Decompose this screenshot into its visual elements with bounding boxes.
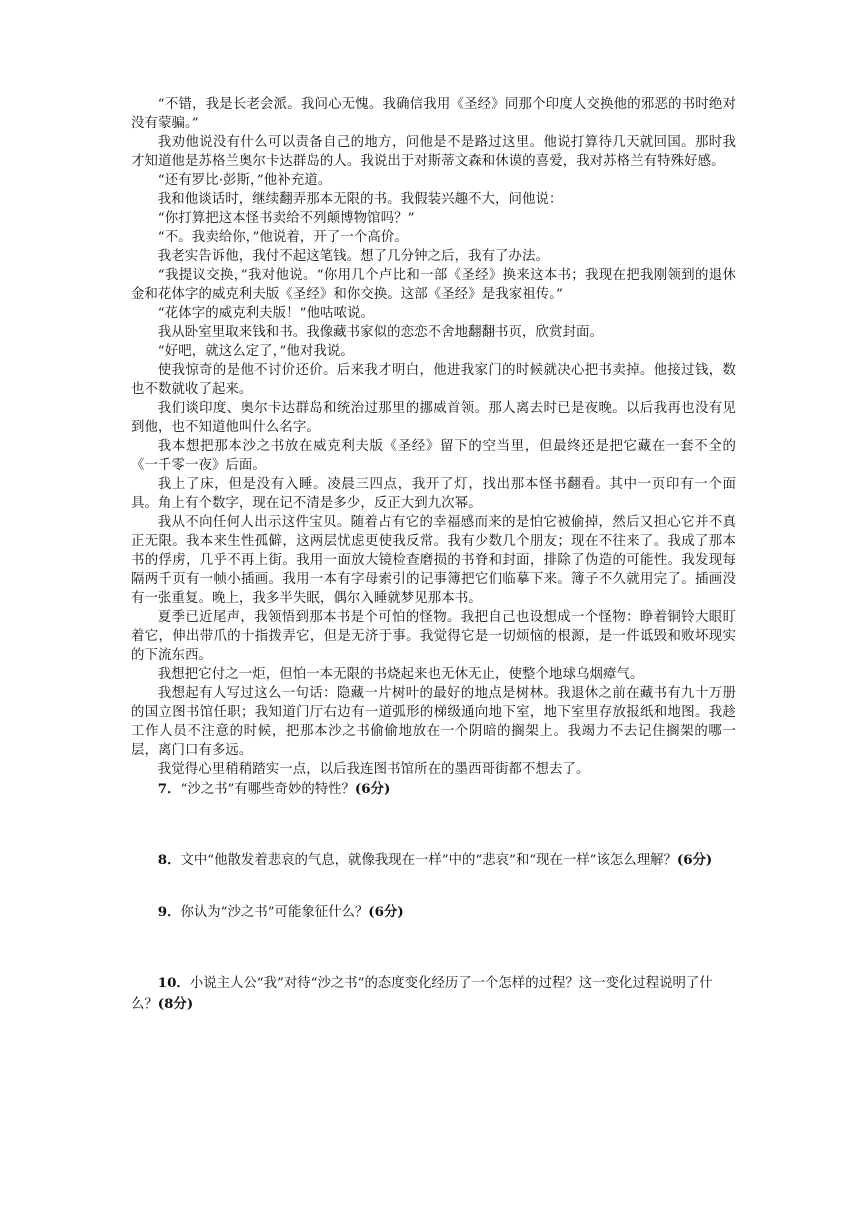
paragraph: 我上了床，但是没有入睡。凌晨三四点，我开了灯，找出那本怪书翻看。其中一页印有一个面具。角上有个数字，现在记不清是多少，反正大到九次幂。: [131, 477, 736, 511]
question-text: 文中“他散发着悲哀的气息，就像我现在一样”中的“悲哀”和“现在一样”该怎么理解？: [180, 853, 677, 868]
paragraph: 我觉得心里稍稍踏实一点，以后我连图书馆所在的墨西哥街都不想去了。: [157, 762, 590, 777]
paragraph: 我想把它付之一炬，但怕一本无限的书烧起来也无休无止，使整个地球乌烟瘴气。: [157, 667, 644, 682]
paragraph: 我劝他说没有什么可以责备自己的地方，问他是不是路过这里。他说打算待几天就回国。那时我才知道他是苏格兰奥尔卡达群岛的人。我说出于对斯蒂文森和休谟的喜爱，我对苏格兰有特殊好感。: [131, 135, 736, 169]
question-number: 10．: [157, 975, 190, 991]
paragraph: 我想起有人写过这么一句话：隐藏一片树叶的最好的地点是树林。我退休之前在藏书有九十万册的国立图书馆任职；我知道门厅右边有一道弧形的梯级通向地下室，地下室里存放报纸和地图。我趁工作人员不注意的时候，把那本沙之书偷偷地放在一个阴暗的搁架上。我竭力不去记住搁架的哪一层，离门口有多远。: [131, 686, 736, 758]
paragraph: “我提议交换，”我对他说。“你用几个卢比和一部《圣经》换来这本书；我现在把我刚领到的退休金和花体字的威克利夫版《圣经》和你交换。这部《圣经》是我家祖传。”: [131, 268, 736, 302]
paragraph: 我本想把那本沙之书放在威克利夫版《圣经》留下的空当里，但最终还是把它藏在一套不全的《一千零一夜》后面。: [131, 439, 736, 473]
question-number: 8．: [157, 852, 181, 868]
question-number: 7．: [157, 781, 181, 797]
question-score: (8分): [157, 996, 194, 1012]
question-7: [131, 779, 736, 800]
question-text: 小说主人公“我”对待“沙之书”的态度变化经历了一个怎样的过程？这一变化过程说明了什么？: [131, 976, 713, 1012]
question-10: [131, 973, 736, 1015]
question-number: 9．: [157, 904, 181, 920]
question-9: [131, 902, 736, 923]
paragraph: 使我惊奇的是他不讨价还价。后来我才明白，他进我家门的时候就决心把书卖掉。他接过钱，数也不数就收了起来。: [131, 363, 736, 397]
paragraph: 我们谈印度、奥尔卡达群岛和统治过那里的挪威首领。那人离去时已是夜晚。以后我再也没有见到他，也不知道他叫什么名字。: [131, 401, 736, 435]
paragraph: “好吧，就这么定了，”他对我说。: [157, 344, 354, 359]
question-score: (6分): [368, 904, 404, 920]
question-text: “沙之书”有哪些奇妙的特性？: [180, 782, 355, 797]
paragraph: 我和他谈话时，继续翻弄那本无限的书。我假装兴趣不大，问他说：: [157, 192, 563, 207]
paragraph: 夏季已近尾声，我领悟到那本书是个可怕的怪物。我把自己也设想成一个怪物：睁着铜铃大眼盯着它，伸出带爪的十指拨弄它，但是无济于事。我觉得它是一切烦恼的根源，是一件诋毁和败坏现实的下流东西。: [131, 610, 736, 663]
document-page: [131, 95, 736, 1015]
paragraph: “你打算把这本怪书卖给不列颠博物馆吗？”: [157, 211, 415, 226]
question-score: (6分): [354, 781, 391, 797]
question-score: (6分): [676, 852, 713, 868]
paragraph: “不错，我是长老会派。我问心无愧。我确信我用《圣经》同那个印度人交换他的邪恶的书时绝对没有蒙骗。”: [131, 97, 736, 131]
question-8: [131, 850, 736, 871]
paragraph: 我从不向任何人出示这件宝贝。随着占有它的幸福感而来的是怕它被偷掉，然后又担心它并不真正无限。我本来生性孤僻，这两层忧虑更使我反常。我有少数几个朋友；现在不往来了。我成了那本书的俘虏，几乎不再上街。我用一面放大镜检查磨损的书脊和封面，排除了伪造的可能性。我发现每隔两千页有一帧小插画。我用一本有字母索引的记事簿把它们临摹下来。簿子不久就用完了。插画没有一张重复。晚上，我多半失眠，偶尔入睡就梦见那本书。: [131, 515, 736, 606]
paragraph: “不。我卖给你，”他说着，开了一个高价。: [157, 230, 408, 245]
paragraph: “还有罗比·彭斯，”他补充道。: [157, 173, 332, 188]
paragraph: “花体字的威克利夫版！”他咕哝说。: [157, 306, 375, 321]
question-text: 你认为“沙之书”可能象征什么？: [180, 905, 369, 920]
paragraph: 我从卧室里取来钱和书。我像藏书家似的恋恋不舍地翻翻书页，欣赏封面。: [157, 325, 603, 340]
paragraph: 我老实告诉他，我付不起这笔钱。想了几分钟之后，我有了办法。: [157, 249, 550, 264]
